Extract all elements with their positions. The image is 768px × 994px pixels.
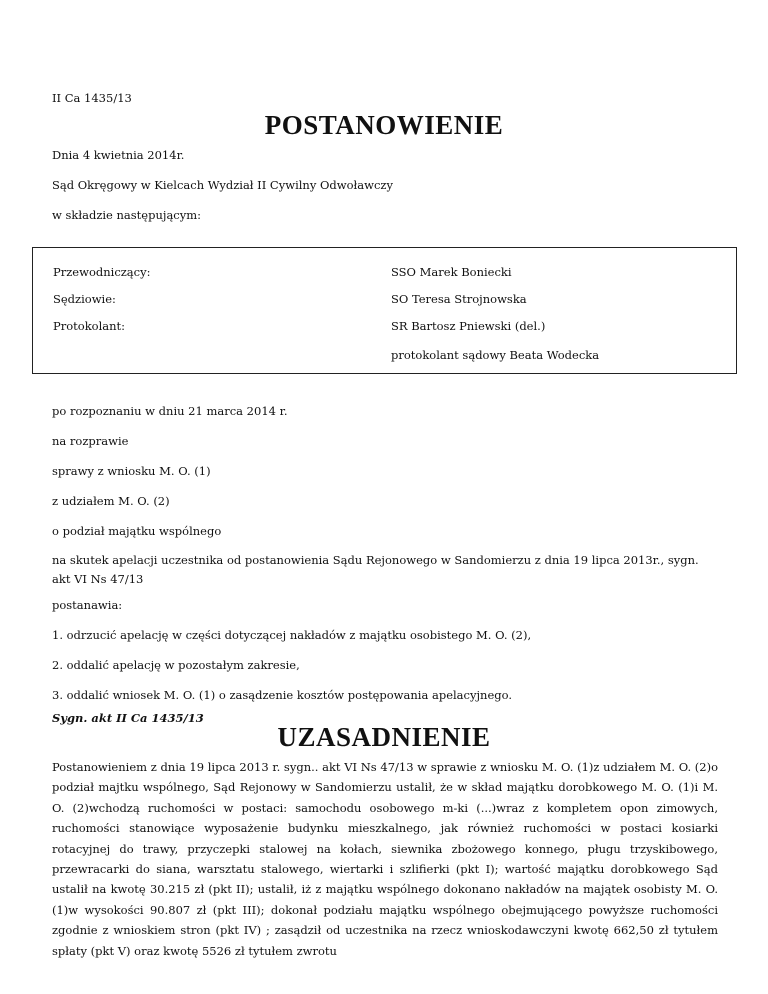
appeal-description: na skutek apelacji uczestnika od postanowienia Sądu Rejonowego w Sandomierzu z dnia 19 lipca 2013r., sygn. akt VI Ns 47/13 <box>52 553 699 586</box>
composition-label: w składzie następującym: <box>52 208 202 222</box>
decides-label: postanawia: <box>52 598 123 612</box>
justification-body: Postanowieniem z dnia 19 lipca 2013 r. sygn.. akt VI Ns 47/13 w sprawie z wniosku M. O. (1)z udziałem M. O. (2)o podział majtku wspólnego, Sąd Rejonowy w Sandomierzu ustalił, że w skład majątku dorobkowego M. O. (1)i M. O. (2)wchodzą ruchomości w postaci: samochodu osobowego m-ki (...)wraz z kompletem opon zimowych, ruchomości stanowiące wyposażenie budynku mieszkalnego, jak również ruchomości w postaci kosiarki rotacyjnej do trawy, przyczepki stalowej na kołach, siewnika zbożowego konnego, pługu trzyskibowego, przewracarki do siana, warsztatu stalowego, wiertarki i szlifierki (pkt I); wartość majątku dorobkowego Sąd ustalił na kwotę 30.215 zł (pkt II); ustalił, iż z majątku wspólnego dokonano nakładów na majątek osobisty M. O. (1)w wysokości 90.807 zł (pkt III); dokonał podziału majątku wspólnego obejmującego powyższe ruchomości zgodnie z wnioskiem stron (pkt IV) ; zasądził od uczestnika na rzecz wnioskodawczyni kwotę 662,50 zł tytułem spłaty (pkt V) oraz kwotę 5526 zł tytułem zwrotu <box>52 760 718 958</box>
justification-title: UZASADNIENIE <box>277 722 491 752</box>
ruling-item: 1. odrzucić apelację w części dotyczącej nakładów z majątku osobistego M. O. (2), <box>52 628 532 642</box>
court-panel-table <box>32 247 737 374</box>
panel-name: protokolant sądowy Beata Wodecka <box>391 348 600 362</box>
decision-date: Dnia 4 kwietnia 2014r. <box>52 148 185 162</box>
justification-case-signature: Sygn. akt II Ca 1435/13 <box>52 711 204 725</box>
participant: z udziałem M. O. (2) <box>52 494 170 508</box>
document-title: POSTANOWIENIE <box>264 110 504 140</box>
applicant: sprawy z wniosku M. O. (1) <box>52 464 211 478</box>
panel-role: Protokolant: <box>53 319 126 333</box>
ruling-item: 2. oddalić apelację w pozostałym zakresie, <box>52 658 300 672</box>
case-subject: o podział majątku wspólnego <box>52 524 222 538</box>
court-name: Sąd Okręgowy w Kielcach Wydział II Cywilny Odwoławczy <box>52 178 393 192</box>
panel-name: SSO Marek Boniecki <box>391 265 512 279</box>
panel-name: SO Teresa Strojnowska <box>391 292 527 306</box>
hearing-date: po rozpoznaniu w dniu 21 marca 2014 r. <box>52 404 288 418</box>
case-number: II Ca 1435/13 <box>52 91 132 105</box>
panel-role: Sędziowie: <box>53 292 116 306</box>
ruling-item: 3. oddalić wniosek M. O. (1) o zasądzenie kosztów postępowania apelacyjnego. <box>52 688 512 702</box>
panel-name: SR Bartosz Pniewski (del.) <box>391 319 546 333</box>
panel-role: Przewodniczący: <box>53 265 151 279</box>
session-type: na rozprawie <box>52 434 129 448</box>
